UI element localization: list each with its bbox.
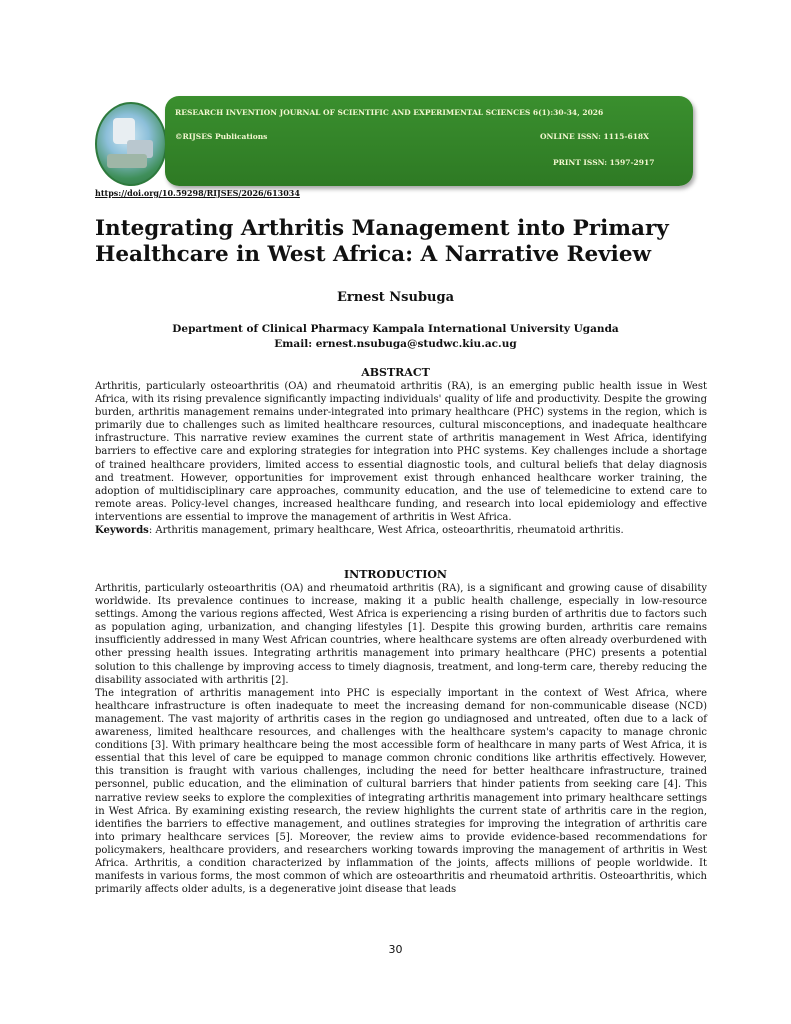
doi-link[interactable]: https://doi.org/10.59298/RIJSES/2026/613034 bbox=[95, 188, 300, 198]
abstract-body bbox=[95, 380, 707, 537]
page-number: 30 bbox=[388, 943, 403, 956]
intro-paragraph-2: The integration of arthritis management into PHC is especially important in the context of West Africa, where healthcare infrastructure is often inadequate to meet the increasing demand for non-communicable disease (NCD) management. The vast majority of arthritis cases in the region go undiagnosed and untreated, often due to a lack of awareness, limited healthcare resources, and challenges with the healthcare system's capacity to manage chronic conditions [3]. With primary healthcare being the most accessible form of healthcare in many parts of West Africa, it is essential that this level of care be equipped to manage common chronic conditions like arthritis effectively. However, this transition is fraught with various challenges, including the need for better healthcare infrastructure, trained personnel, public education, and the elimination of cultural barriers that hinder patients from seeking care [4]. This narrative review seeks to explore the complexities of integrating arthritis management into primary healthcare settings in West Africa. By examining existing research, the review highlights the current state of arthritis care in the region, identifies the barriers to effective management, and outlines strategies for improving the integration of arthritis care into primary healthcare services [5]. Moreover, the review aims to provide evidence-based recommendations for policymakers, healthcare providers, and researchers working towards improving the management of arthritis in West Africa. Arthritis, a condition characterized by inflammation of the joints, affects millions of people worldwide. It manifests in various forms, the most common of which are osteoarthritis and rheumatoid arthritis. Osteoarthritis, which primarily affects older adults, is a degenerative joint disease that leads bbox=[95, 687, 707, 896]
introduction-body bbox=[95, 582, 707, 896]
journal-banner bbox=[165, 96, 693, 186]
abstract-heading: ABSTRACT bbox=[361, 366, 430, 379]
author-email: Email: ernest.nsubuga@studwc.kiu.ac.ug bbox=[274, 338, 517, 350]
journal-citation-line: RESEARCH INVENTION JOURNAL OF SCIENTIFIC AND EXPERIMENTAL SCIENCES 6(1):30-34, 2026 bbox=[175, 108, 604, 117]
abstract-text: Arthritis, particularly osteoarthritis (OA) and rheumatoid arthritis (RA), is an emerging public health issue in West Africa, with its rising prevalence significantly impacting individuals' quality of life and productivity. Despite the growing burden, arthritis management remains under-integrated into primary healthcare (PHC) systems in the region, which is primarily due to challenges such as limited healthcare resources, cultural misconceptions, and inadequate healthcare infrastructure. This narrative review examines the current state of arthritis management in West Africa, identifying barriers to effective care and exploring strategies for integration into PHC systems. Key challenges include a shortage of trained healthcare providers, limited access to essential diagnostic tools, and cultural beliefs that delay diagnosis and treatment. However, opportunities for improvement exist through enhanced healthcare worker training, the adoption of multidisciplinary care approaches, community education, and the use of telemedicine to extend care to remote areas. Policy-level changes, increased healthcare funding, and research into local epidemiology and effective interventions are essential to improve the management of arthritis in West Africa. bbox=[95, 381, 707, 523]
journal-header bbox=[95, 96, 693, 188]
affiliation: Department of Clinical Pharmacy Kampala International University Uganda bbox=[172, 323, 619, 335]
print-issn: PRINT ISSN: 1597-2917 bbox=[553, 158, 655, 167]
keywords-text: : Arthritis management, primary healthcare, West Africa, osteoarthritis, rheumatoid arthritis. bbox=[148, 525, 624, 537]
article-title: Integrating Arthritis Management into Primary Healthcare in West Africa: A Narrative Review bbox=[95, 216, 669, 267]
affiliation-block bbox=[0, 322, 791, 352]
online-issn: ONLINE ISSN: 1115-618X bbox=[540, 132, 649, 141]
journal-logo-icon bbox=[95, 102, 167, 186]
intro-paragraph-1: Arthritis, particularly osteoarthritis (OA) and rheumatoid arthritis (RA), is a significant and growing cause of disability worldwide. Its prevalence continues to increase, making it a public health challenge, especially in low-resource settings. Among the various regions affected, West Africa is experiencing a rising burden of arthritis due to factors such as population aging, urbanization, and changing lifestyles [1]. Despite this growing burden, arthritis care remains insufficiently addressed in many West African countries, where healthcare systems are often already overburdened with other pressing health issues. Integrating arthritis management into primary healthcare (PHC) presents a potential solution to this challenge by improving access to timely diagnosis, treatment, and long-term care, thereby reducing the disability associated with arthritis [2]. bbox=[95, 583, 707, 686]
introduction-heading: INTRODUCTION bbox=[344, 568, 447, 581]
publisher-label: ©RIJSES Publications bbox=[175, 132, 268, 141]
author-name: Ernest Nsubuga bbox=[336, 290, 455, 305]
keywords-label: Keywords bbox=[95, 525, 149, 537]
keywords-line bbox=[95, 524, 707, 537]
